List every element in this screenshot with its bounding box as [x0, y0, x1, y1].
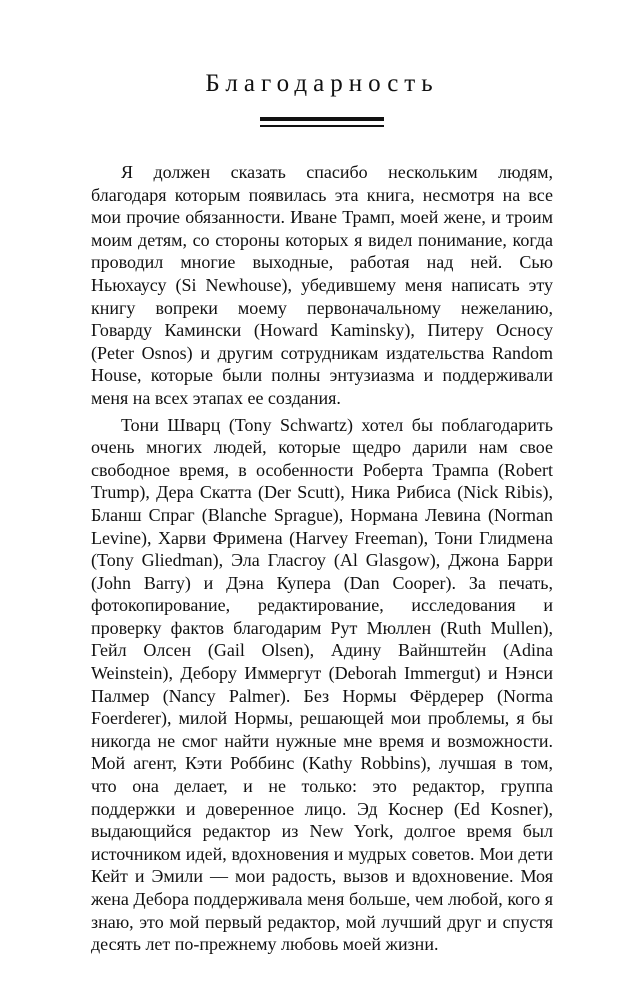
title-divider-thick: [260, 117, 384, 121]
paragraph-2: Тони Шварц (Tony Schwartz) хотел бы поблагодарить очень многих людей, которые щедро дарили нам свое свободное время, в особенности Роберта Трампа (Robert Trump), Дера Скатта (Der Scutt), Ника Рибиса (Nick Ribis), Бланш Спраг (Blanche Sprague), Нормана Левина (Norman Levine), Харви Фримена (Harvey Freeman), Тони Глидмена (Tony Gliedman), Эла Гласгоу (Al Glasgow), Джона Барри (John Barry) и Дэна Купера (Dan Cooper). За печать, фотокопирование, редактирование, исследования и проверку фактов благодарим Рут Мюллен (Ruth Mullen), Гейл Олсен (Gail Olsen), Адину Вайнштейн (Adina Weinstein), Дебору Иммергут (Deborah Immergut) и Нэнси Палмер (Nancy Palmer). Без Нормы Фёрдерер (Norma Foerderer), милой Нормы, решающей мои проблемы, я бы никогда не смог найти нужные мне время и возможности. Мой агент, Кэти Роббинс (Kathy Robbins), лучшая в том, что она делает, и не только: это редактор, группа поддержки и доверенное лицо. Эд Коснер (Ed Kosner), выдающийся редактор из New York, долгое время был источником идей, вдохновения и мудрых советов. Мои дети Кейт и Эмили — мои радость, вызов и вдохновение. Моя жена Дебора поддерживала меня больше, чем любой, кого я знаю, это мой первый редактор, мой лучший друг и спустя десять лет по-прежнему любовь моей жизни.: [91, 414, 553, 955]
acknowledgments-text: [91, 161, 553, 956]
paragraph-1: Я должен сказать спасибо нескольким людям, благодаря которым появилась эта книга, несмотря на все мои прочие обязанности. Иване Трамп, моей жене, и троим моим детям, со стороны которых я видел понимание, когда проводил многие выходные, работая над ней. Сью Ньюхаусу (Si Newhouse), убедившему меня написать эту книгу вопреки моему первоначальному нежеланию, Говарду Камински (Howard Kaminsky), Питеру Осносу (Peter Osnos) и другим сотрудникам издательства Random House, которые были полны энтузиазма и поддерживали меня на всех этапах ее создания.: [91, 162, 553, 408]
title-divider-thin: [260, 125, 384, 127]
page-title: Благодарность: [205, 70, 439, 97]
